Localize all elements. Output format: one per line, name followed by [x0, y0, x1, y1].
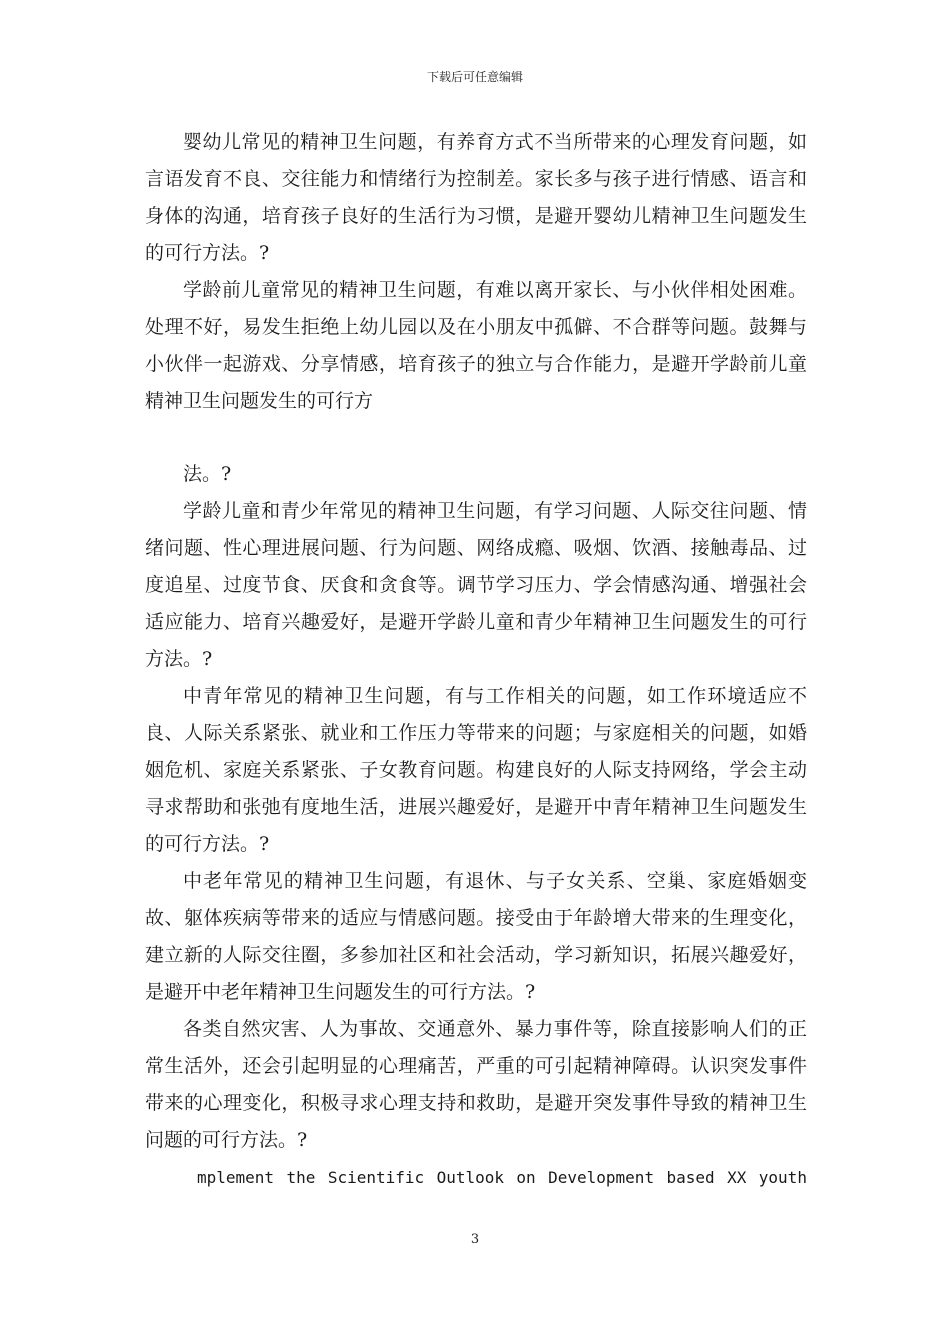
english-word: Development: [548, 1168, 655, 1187]
english-word: on: [516, 1168, 536, 1187]
document-body: [145, 124, 807, 1196]
english-word: the: [286, 1168, 316, 1187]
paragraph-preschool: 学龄前儿童常见的精神卫生问题，有难以离开家长、与小伙伴相处困难。处理不好，易发生拒绝上幼儿园以及在小朋友中孤僻、不合群等问题。鼓舞与小伙伴一起游戏、分享情感，培育孩子的独立与合作能力，是避开学龄前儿童精神卫生问题发生的可行方: [145, 279, 807, 412]
paragraph-preschool-continued: 法。?: [183, 463, 232, 485]
english-word: youth: [758, 1168, 807, 1187]
page-number: 3: [470, 1232, 480, 1247]
english-word: Outlook: [436, 1168, 504, 1187]
english-word: Scientific: [327, 1168, 425, 1187]
paragraph-middle-elderly: 中老年常见的精神卫生问题，有退休、与子女关系、空巢、家庭婚姻变故、躯体疾病等带来的适应与情感问题。接受由于年龄增大带来的生理变化，建立新的人际交往圈，多参加社区和社会活动，学习新知识，拓展兴趣爱好，是避开中老年精神卫生问题发生的可行方法。?: [145, 870, 807, 1003]
english-word: mplement: [197, 1168, 275, 1187]
paragraph-emergencies: 各类自然灾害、人为事故、交通意外、暴力事件等，除直接影响人们的正常生活外，还会引起明显的心理痛苦，严重的可引起精神障碍。认识突发事件带来的心理变化，积极寻求心理支持和救助，是避开突发事件导致的精神卫生问题的可行方法。?: [145, 1018, 807, 1151]
english-word: based: [666, 1168, 715, 1187]
english-text-line: [145, 1159, 807, 1196]
header-note: 下载后可任意编辑: [426, 70, 523, 84]
paragraph-young-adult: 中青年常见的精神卫生问题，有与工作相关的问题，如工作环境适应不良、人际关系紧张、就业和工作压力等带来的问题；与家庭相关的问题，如婚姻危机、家庭关系紧张、子女教育问题。构建良好的人际支持网络，学会主动寻求帮助和张弛有度地生活，进展兴趣爱好，是避开中青年精神卫生问题发生的可行方法。?: [145, 685, 807, 855]
paragraph-infant: 婴幼儿常见的精神卫生问题，有养育方式不当所带来的心理发育问题，如言语发育不良、交往能力和情绪行为控制差。家长多与孩子进行情感、语言和身体的沟通，培育孩子良好的生活行为习惯，是避开婴幼儿精神卫生问题发生的可行方法。?: [145, 131, 807, 264]
paragraph-school-youth: 学龄儿童和青少年常见的精神卫生问题，有学习问题、人际交往问题、情绪问题、性心理进展问题、行为问题、网络成瘾、吸烟、饮酒、接触毒品、过度追星、过度节食、厌食和贪食等。调节学习压力、学会情感沟通、增强社会适应能力、培育兴趣爱好，是避开学龄儿童和青少年精神卫生问题发生的可行方法。?: [145, 500, 807, 670]
english-word: XX: [727, 1168, 747, 1187]
